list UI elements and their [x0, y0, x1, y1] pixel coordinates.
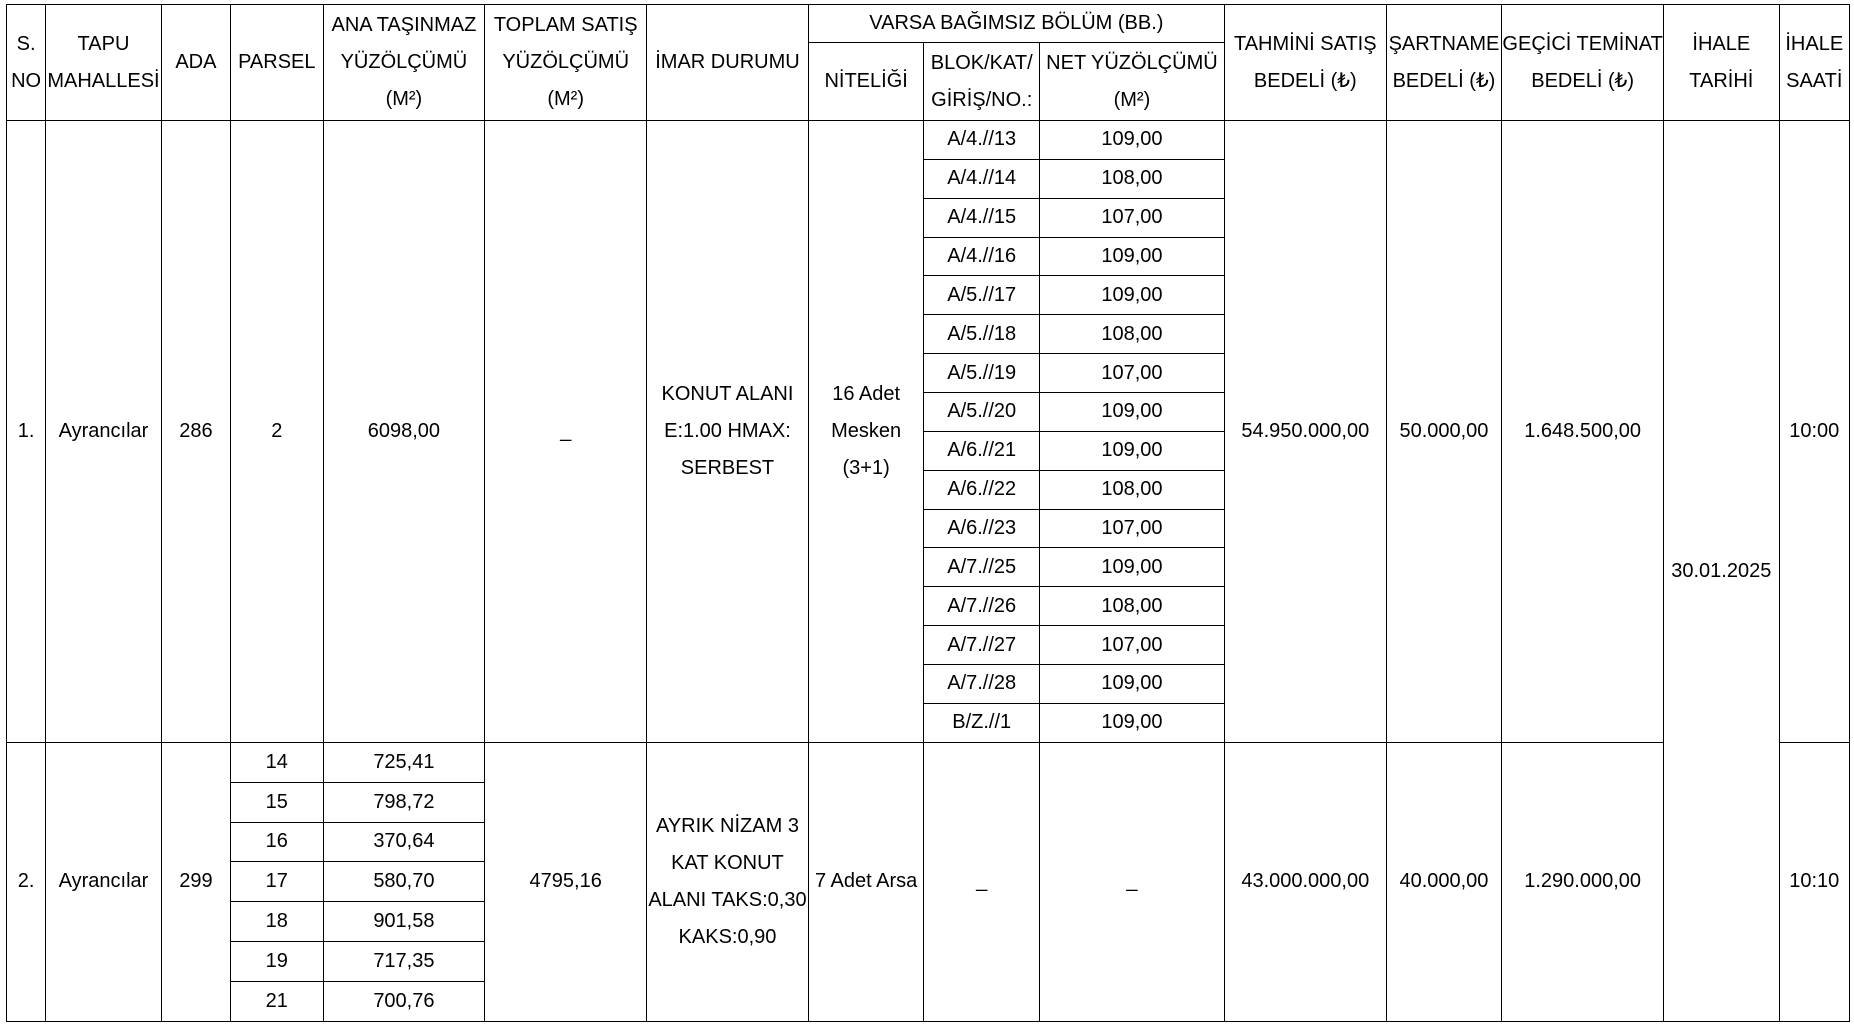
- row2-niteligi: 7 Adet Arsa: [808, 742, 924, 1021]
- unit-blok: A/5.//19: [924, 354, 1040, 393]
- unit-net: 109,00: [1039, 121, 1224, 160]
- unit-net: 108,00: [1039, 470, 1224, 509]
- header-parsel: PARSEL: [231, 5, 323, 121]
- unit-net: 107,00: [1039, 509, 1224, 548]
- unit-blok: A/4.//14: [924, 159, 1040, 198]
- auction-table: [6, 4, 1850, 1022]
- unit-blok: A/4.//13: [924, 121, 1040, 160]
- row1-ada: 286: [161, 121, 230, 743]
- row2-ada: 299: [161, 742, 230, 1021]
- parcel-parsel: 15: [231, 782, 323, 822]
- header-gecici-teminat: GEÇİCİ TEMİNAT BEDELİ (₺): [1502, 5, 1664, 121]
- header-net-yuzolcumu: NET YÜZÖLÇÜMÜ (M²): [1039, 43, 1224, 121]
- header-ihale-saati: İHALE SAATİ: [1779, 5, 1849, 121]
- unit-net: 107,00: [1039, 354, 1224, 393]
- header-imar-durumu: İMAR DURUMU: [647, 5, 809, 121]
- row2-blok: _: [924, 742, 1040, 1021]
- header-tapu-mahallesi: TAPU MAHALLESİ: [46, 5, 162, 121]
- unit-blok: A/5.//18: [924, 315, 1040, 354]
- parcel-ana: 580,70: [323, 862, 485, 902]
- row1-ana-yuzolcumu: 6098,00: [323, 121, 485, 743]
- unit-net: 108,00: [1039, 159, 1224, 198]
- unit-net: 109,00: [1039, 276, 1224, 315]
- row2-imar-durumu: AYRIK NİZAM 3 KAT KONUT ALANI TAKS:0,30 KAKS:0,90: [647, 742, 809, 1021]
- header-ada: ADA: [161, 5, 230, 121]
- unit-blok: A/7.//25: [924, 548, 1040, 587]
- unit-net: 109,00: [1039, 237, 1224, 276]
- unit-blok: A/5.//17: [924, 276, 1040, 315]
- row2-gecici-teminat: 1.290.000,00: [1502, 742, 1664, 1021]
- parcel-ana: 370,64: [323, 822, 485, 862]
- unit-net: 108,00: [1039, 587, 1224, 626]
- unit-blok: A/6.//21: [924, 431, 1040, 470]
- row2-mahalle: Ayrancılar: [46, 742, 162, 1021]
- unit-net: 109,00: [1039, 431, 1224, 470]
- header-sno: S. NO: [7, 5, 46, 121]
- unit-blok: A/4.//16: [924, 237, 1040, 276]
- unit-net: 108,00: [1039, 315, 1224, 354]
- unit-net: 109,00: [1039, 393, 1224, 432]
- row1-ihale-saati: 10:00: [1779, 121, 1849, 743]
- unit-blok: A/4.//15: [924, 198, 1040, 237]
- unit-blok: A/7.//27: [924, 626, 1040, 665]
- parcel-parsel: 18: [231, 902, 323, 942]
- parcel-ana: 717,35: [323, 942, 485, 982]
- row1-imar-durumu: KONUT ALANI E:1.00 HMAX: SERBEST: [647, 121, 809, 743]
- row1-toplam-satis: _: [485, 121, 647, 743]
- unit-blok: B/Z.//1: [924, 703, 1040, 742]
- row2-ihale-saati: 10:10: [1779, 742, 1849, 1021]
- unit-blok: A/7.//28: [924, 665, 1040, 704]
- row2-tahmini-satis: 43.000.000,00: [1224, 742, 1386, 1021]
- header-ihale-tarihi: İHALE TARİHİ: [1664, 5, 1780, 121]
- unit-net: 107,00: [1039, 626, 1224, 665]
- auction-table-sheet: [6, 4, 1850, 1022]
- unit-net: 109,00: [1039, 703, 1224, 742]
- row1-tahmini-satis: 54.950.000,00: [1224, 121, 1386, 743]
- row2-toplam-satis: 4795,16: [485, 742, 647, 1021]
- ihale-tarihi: 30.01.2025: [1664, 121, 1780, 1022]
- header-sartname: ŞARTNAME BEDELİ (₺): [1386, 5, 1502, 121]
- row1-niteligi: 16 Adet Mesken (3+1): [808, 121, 924, 743]
- row1-sno: 1.: [7, 121, 46, 743]
- unit-net: 107,00: [1039, 198, 1224, 237]
- header-niteligi: NİTELİĞİ: [808, 43, 924, 121]
- header-tahmini-satis: TAHMİNİ SATIŞ BEDELİ (₺): [1224, 5, 1386, 121]
- unit-blok: A/5.//20: [924, 393, 1040, 432]
- row1-sartname: 50.000,00: [1386, 121, 1502, 743]
- row2-net: _: [1039, 742, 1224, 1021]
- parcel-ana: 798,72: [323, 782, 485, 822]
- unit-blok: A/7.//26: [924, 587, 1040, 626]
- parcel-ana: 725,41: [323, 742, 485, 782]
- row1-mahalle: Ayrancılar: [46, 121, 162, 743]
- unit-blok: A/6.//23: [924, 509, 1040, 548]
- parcel-ana: 901,58: [323, 902, 485, 942]
- unit-net: 109,00: [1039, 548, 1224, 587]
- row1-parsel: 2: [231, 121, 323, 743]
- parcel-parsel: 21: [231, 982, 323, 1022]
- parcel-parsel: 14: [231, 742, 323, 782]
- parcel-parsel: 16: [231, 822, 323, 862]
- header-ana-tasinmaz: ANA TAŞINMAZ YÜZÖLÇÜMÜ (M²): [323, 5, 485, 121]
- unit-net: 109,00: [1039, 665, 1224, 704]
- header-bagimsiz-bolum-group: VARSA BAĞIMSIZ BÖLÜM (BB.): [808, 5, 1224, 43]
- parcel-ana: 700,76: [323, 982, 485, 1022]
- row2-sartname: 40.000,00: [1386, 742, 1502, 1021]
- parcel-parsel: 19: [231, 942, 323, 982]
- unit-blok: A/6.//22: [924, 470, 1040, 509]
- parcel-parsel: 17: [231, 862, 323, 902]
- row1-gecici-teminat: 1.648.500,00: [1502, 121, 1664, 743]
- row2-sno: 2.: [7, 742, 46, 1021]
- header-blok-kat: BLOK/KAT/ GİRİŞ/NO.:: [924, 43, 1040, 121]
- header-toplam-satis: TOPLAM SATIŞ YÜZÖLÇÜMÜ (M²): [485, 5, 647, 121]
